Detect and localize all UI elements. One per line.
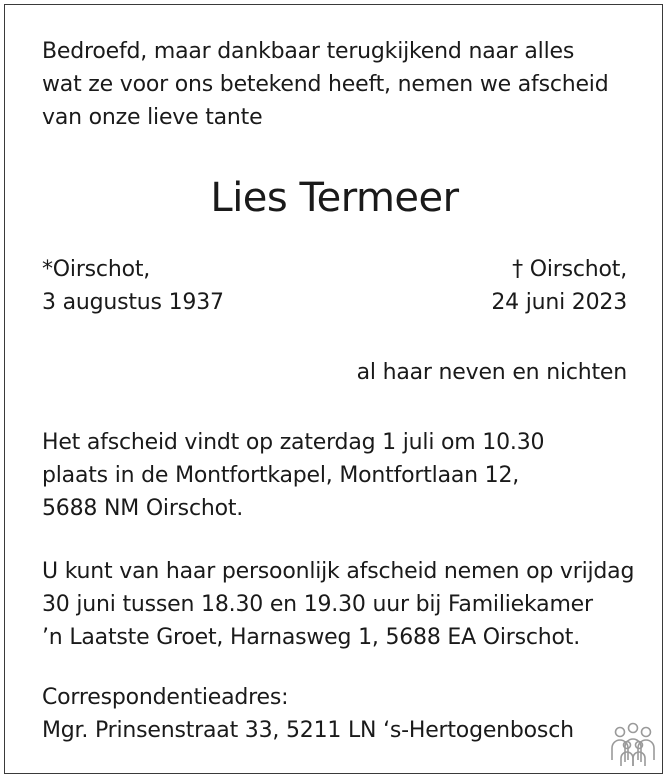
ceremony-line-2: plaats in de Montfortkapel, Montfortlaan 12, <box>42 463 520 488</box>
viewing-line-3: ’n Laatste Groet, Harnasweg 1, 5688 EA Oirschot. <box>42 625 581 650</box>
deceased-name: Lies Termeer <box>210 175 459 221</box>
death-place: † Oirschot, <box>512 257 627 282</box>
intro-line-2: wat ze voor ons betekend heeft, nemen we afscheid <box>42 72 609 97</box>
correspondence-label: Correspondentieadres: <box>42 685 289 710</box>
ceremony-line-3: 5688 NM Oirschot. <box>42 496 244 521</box>
family-people-icon <box>606 722 660 768</box>
birth-place: *Oirschot, <box>42 257 151 282</box>
intro-line-3: van onze lieve tante <box>42 105 263 130</box>
correspondence-address: Mgr. Prinsenstraat 33, 5211 LN ‘s-Hertogenbosch <box>42 718 574 743</box>
ceremony-line-1: Het afscheid vindt op zaterdag 1 juli om 10.30 <box>42 430 545 455</box>
birth-date: 3 augustus 1937 <box>42 290 224 315</box>
viewing-line-2: 30 juni tussen 18.30 en 19.30 uur bij Familiekamer <box>42 592 593 617</box>
signed-by: al haar neven en nichten <box>356 360 627 385</box>
viewing-line-1: U kunt van haar persoonlijk afscheid nemen op vrijdag <box>42 559 635 584</box>
death-date: 24 juni 2023 <box>491 290 627 315</box>
intro-line-1: Bedroefd, maar dankbaar terugkijkend naar alles <box>42 39 575 64</box>
